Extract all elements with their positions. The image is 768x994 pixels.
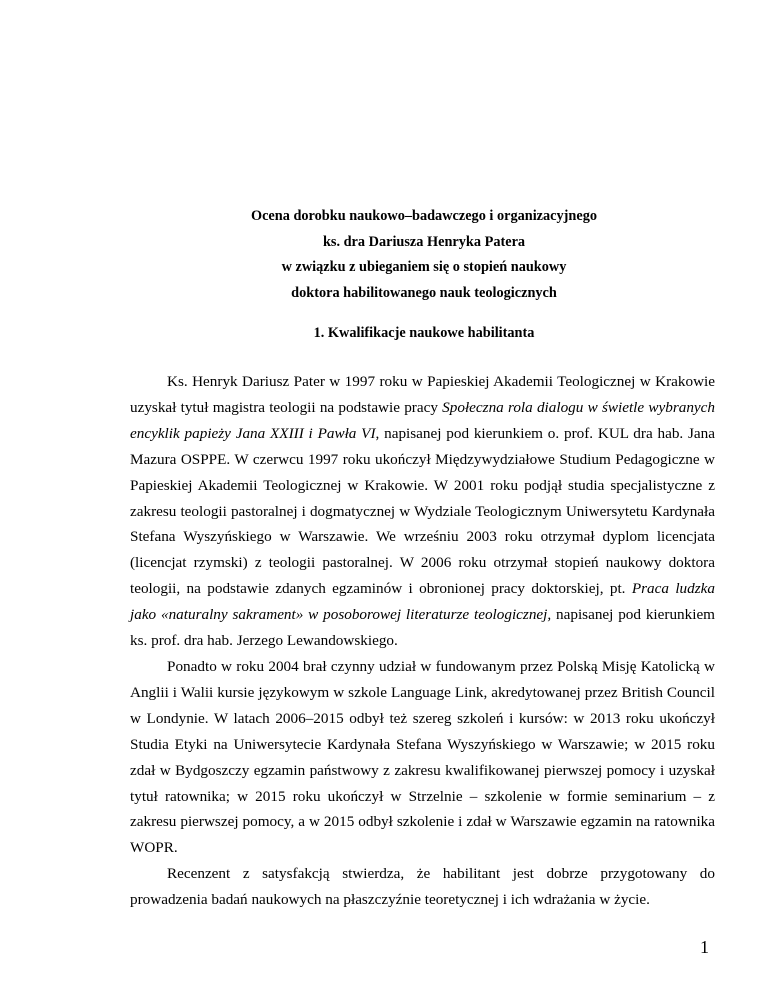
document-title <box>0 204 768 306</box>
page-number: 1 <box>700 937 709 957</box>
paragraph-2: Ponadto w roku 2004 brał czynny udział w fundowanym przez Polską Misję Katolicką w Anglii i Walii kursie językowym w szkole Language Link, akredytowanej przez British Council w Londynie. W latach 2006–2015 odbył też szereg szkoleń i kursów: w 2013 roku ukończył Studia Etyki na Uniwersytecie Kardynała Stefana Wyszyńskiego w Warszawie; w 2015 roku zdał w Bydgoszczy egzamin państwowy z zakresu kwalifikowanej pierwszej pomocy i uzyskał tytuł ratownika; w 2015 roku ukończył w Strzelnie – szkolenie w formie seminarium – z zakresu pierwszej pomocy, a w 2015 odbył szkolenie i zdał w Warszawie egzamin na ratownika WOPR. <box>130 657 715 857</box>
thesis-title-masters: Społeczna rola dialogu w świetle wybranych encyklik papieży Jana XXIII i Pawła VI <box>130 398 715 442</box>
paragraph-3: Recenzent z satysfakcją stwierdza, że habilitant jest dobrze przygotowany do prowadzenia badań naukowych na płaszczyźnie teoretycznej i ich wdrażania w życie. <box>130 865 715 909</box>
paragraph-1-text-c: napisanej pod kierunkiem ks. prof. dra hab. Jerzego Lewandowskiego. <box>130 606 715 650</box>
thesis-title-doctoral: Praca ludzka jako «naturalny sakrament» w posoborowej literaturze teologicznej, <box>130 580 715 624</box>
paragraph-1-text-a: Ks. Henryk Dariusz Pater w 1997 roku w Papieskiej Akademii Teologicznej w Krakowie uzyskał tytuł magistra teologii na podstawie pracy <box>130 373 715 416</box>
title-line-1: Ocena dorobku naukowo–badawczego i organizacyjnego <box>250 208 598 224</box>
body-text <box>130 369 715 913</box>
title-line-4: doktora habilitowanego nauk teologicznych <box>291 284 557 301</box>
section-heading: 1. Kwalifikacje naukowe habilitanta <box>313 325 535 341</box>
title-line-2: ks. dra Dariusza Henryka Patera <box>322 233 526 250</box>
title-line-3: w związku z ubieganiem się o stopień naukowy <box>281 259 567 276</box>
paragraph-1-text-b: , napisanej pod kierunkiem o. prof. KUL dra hab. Jana Mazura OSPPE. W czerwcu 1997 roku ukończył Międzywydziałowe Studium Pedagogiczne w Papieskiej Akademii Teologicznej w Krakowie. W 2001 roku podjął studia specjalistyczne z zakresu teologii pastoralnej i dogmatycznej w Wydziale Teologicznym Uniwersytetu Kardynała Stefana Wyszyńskiego w Warszawie. We wrześniu 2003 roku otrzymał dyplom licencjata (licencjat rzymski) z teologii pastoralnej. W 2006 roku otrzymał stopień naukowy doktora teologii, na podstawie zdanych egzaminów i obronionej pracy doktorskiej, pt. <box>130 424 716 598</box>
paragraph-1 <box>130 369 715 654</box>
